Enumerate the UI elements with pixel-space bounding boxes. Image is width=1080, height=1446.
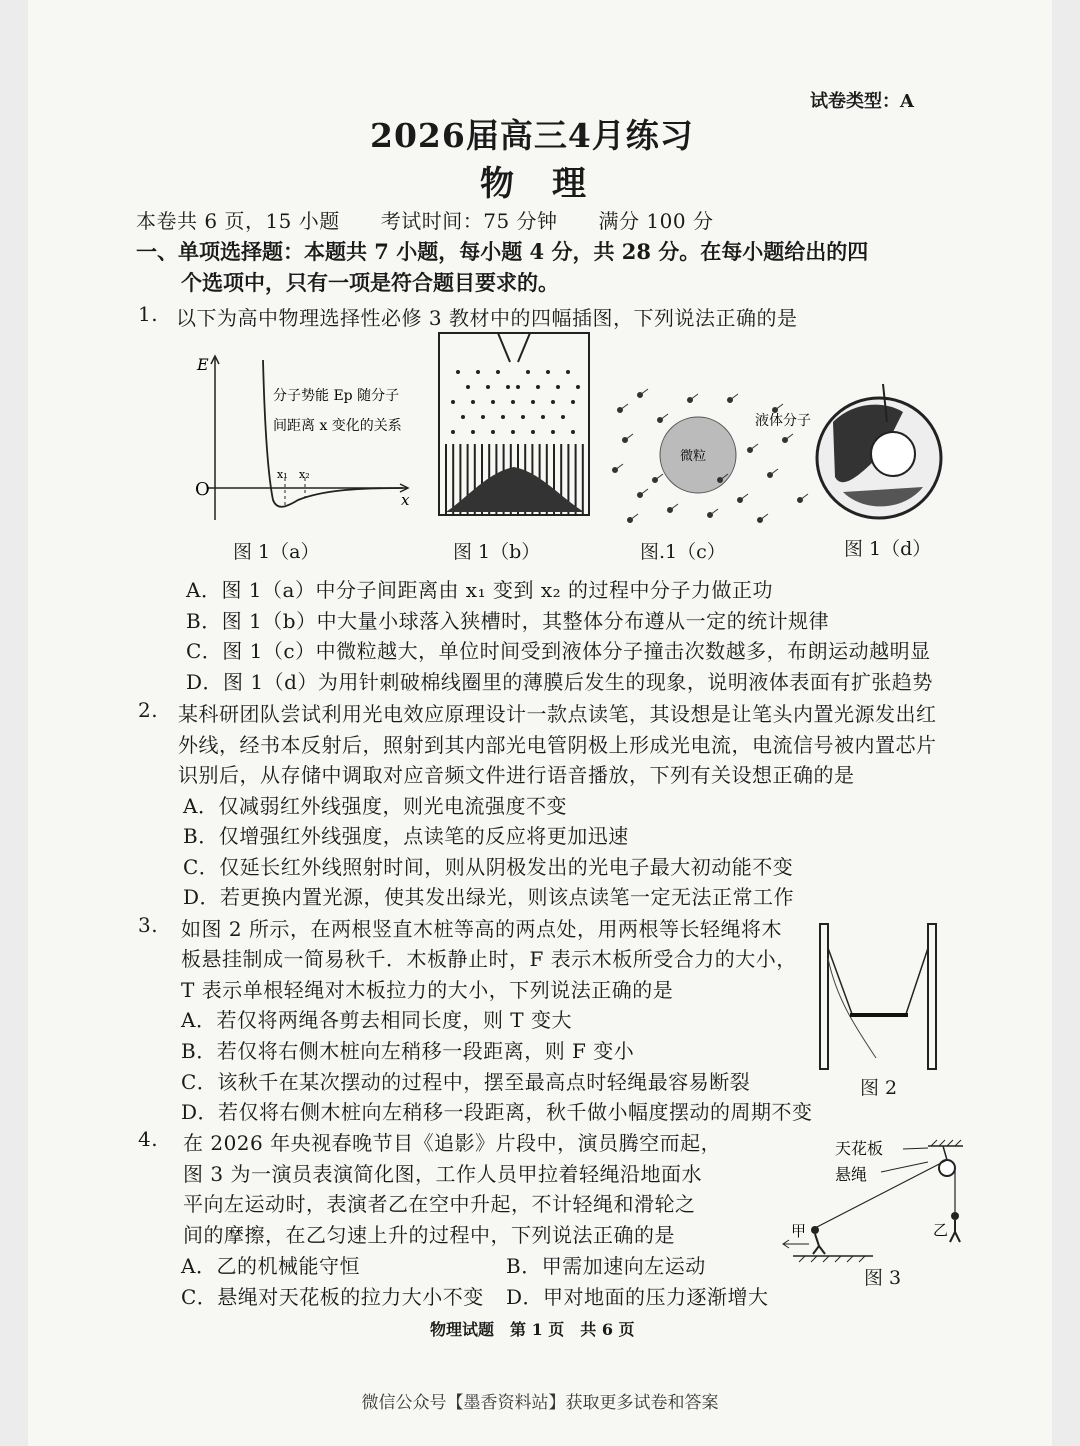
- svg-text:x₂: x₂: [299, 468, 310, 481]
- q4-stem-line2: 图 3 为一演员表演简化图，工作人员甲拉着轻绳沿地面水: [183, 1162, 702, 1186]
- fig-1b-caption: 图 1（b）: [453, 541, 541, 563]
- fig-3-rope-label: 悬绳: [835, 1165, 868, 1184]
- svg-text:E: E: [197, 355, 209, 374]
- svg-text:x: x: [401, 491, 410, 509]
- q4-stem-line3: 平向左运动时，表演者乙在空中升起，不计轻绳和滑轮之: [183, 1192, 696, 1216]
- q2-stem-line1: 某科研团队尝试利用光电效应原理设计一款点读笔，其设想是让笔头内置光源发出红: [178, 702, 937, 726]
- q1-number: 1.: [138, 302, 159, 326]
- fig-1a-label-line2: 间距离 x 变化的关系: [273, 418, 402, 434]
- svg-text:O: O: [195, 479, 210, 500]
- exam-title: 2026届高三4月练习: [370, 116, 694, 155]
- q1-option-d: D．图 1（d）为用针刺破棉线圈里的薄膜后发生的现象，说明液体表面有扩张趋势: [186, 670, 933, 694]
- q4-number: 4.: [138, 1127, 159, 1151]
- q3-option-c: C．该秋千在某次摆动的过程中，摆至最高点时轻绳最容易断裂: [181, 1070, 751, 1094]
- fig-1c-ball-label: 微粒: [680, 449, 707, 464]
- q3-stem-line3: T 表示单根轻绳对木板拉力的大小，下列说法正确的是: [181, 978, 674, 1002]
- watermark-bottom: 微信公众号【墨香资料站】获取更多试卷和答案: [361, 1393, 719, 1413]
- q3-option-b: B．若仅将右侧木桩向左稍移一段距离，则 F 变小: [181, 1039, 635, 1063]
- q4-stem-line1: 在 2026 年央视春晚节目《追影》片段中，演员腾空而起，: [183, 1131, 722, 1155]
- figure-1c-brownian-motion: [600, 380, 825, 530]
- q2-option-b: B．仅增强红外线强度，点读笔的反应将更加迅速: [183, 824, 629, 848]
- paper-type: 试卷类型：A: [810, 91, 914, 112]
- figure-1d-thread-loop: [813, 382, 945, 524]
- q3-stem-line2: 板悬挂制成一简易秋千．木板静止时，F 表示木板所受合力的大小，: [181, 947, 797, 971]
- q2-option-c: C．仅延长红外线照射时间，则从阴极发出的光电子最大初动能不变: [183, 855, 794, 879]
- q3-option-a: A．若仅将两绳各剪去相同长度，则 T 变大: [181, 1008, 572, 1032]
- q4-option-d: D．甲对地面的压力逐渐增大: [506, 1285, 769, 1309]
- page-footer: 物理试题 第 1 页 共 6 页: [430, 1320, 635, 1339]
- q1-stem: 以下为高中物理选择性必修 3 教材中的四幅插图，下列说法正确的是: [176, 306, 798, 330]
- q1-option-c: C．图 1（c）中微粒越大，单位时间受到液体分子撞击次数越多，布朗运动越明显: [186, 639, 931, 663]
- fig-3-caption: 图 3: [864, 1267, 902, 1289]
- svg-text:x₁: x₁: [277, 468, 288, 481]
- fig-1c-caption: 图.1（c）: [640, 541, 726, 563]
- exam-info: 本卷共 6 页，15 小题 考试时间：75 分钟 满分 100 分: [136, 209, 714, 233]
- q4-option-a: A．乙的机械能守恒: [181, 1254, 360, 1278]
- q1-option-a: A．图 1（a）中分子间距离由 x₁ 变到 x₂ 的过程中分子力做正功: [186, 578, 773, 602]
- q4-option-b: B．甲需加速向左运动: [506, 1254, 706, 1278]
- fig-3-yi-label: 乙: [933, 1221, 949, 1239]
- q4-stem-line4: 间的摩擦，在乙匀速上升的过程中，下列说法正确的是: [183, 1223, 675, 1247]
- q2-option-a: A．仅减弱红外线强度，则光电流强度不变: [183, 794, 567, 818]
- q3-stem-line1: 如图 2 所示，在两根竖直木桩等高的两点处，用两根等长轻绳将木: [181, 917, 782, 941]
- fig-3-ceiling-label: 天花板: [835, 1139, 884, 1158]
- q2-option-d: D．若更换内置光源，使其发出绿光，则该点读笔一定无法正常工作: [183, 885, 795, 909]
- fig-2-caption: 图 2: [860, 1077, 898, 1099]
- q2-number: 2.: [138, 698, 159, 722]
- fig-1a-caption: 图 1（a）: [233, 541, 320, 563]
- figure-2-swing: [816, 918, 946, 1070]
- figure-1b-galton-board: [438, 332, 590, 516]
- fig-3-jia-label: 甲: [791, 1222, 807, 1240]
- q2-stem-line2: 外线，经书本反射后，照射到其内部光电管阴极上形成光电流，电流信号被内置芯片: [178, 733, 937, 757]
- exam-page: [28, 0, 1052, 1446]
- fig-1a-label-line1: 分子势能 Ep 随分子: [273, 388, 400, 404]
- q1-option-b: B．图 1（b）中大量小球落入狭槽时，其整体分布遵从一定的统计规律: [186, 609, 830, 633]
- q2-stem-line3: 识别后，从存储中调取对应音频文件进行语音播放，下列有关设想正确的是: [178, 763, 855, 787]
- subject-title: 物理: [480, 164, 624, 204]
- q3-number: 3.: [138, 913, 159, 937]
- fig-1c-liquid-label: 液体分子: [755, 413, 811, 429]
- figure-3-pulley: [753, 1132, 963, 1267]
- fig-1d-caption: 图 1（d）: [844, 538, 932, 560]
- section1-heading-line1: 一、单项选择题：本题共 7 小题，每小题 4 分，共 28 分。在每小题给出的四: [136, 239, 869, 264]
- section1-heading-line2: 个选项中，只有一项是符合题目要求的。: [181, 270, 559, 295]
- q4-option-c: C．悬绳对天花板的拉力大小不变: [181, 1285, 484, 1309]
- figure-1a-potential-energy-graph: [193, 350, 418, 530]
- q3-option-d: D．若仅将右侧木桩向左稍移一段距离，秋千做小幅度摆动的周期不变: [181, 1100, 813, 1124]
